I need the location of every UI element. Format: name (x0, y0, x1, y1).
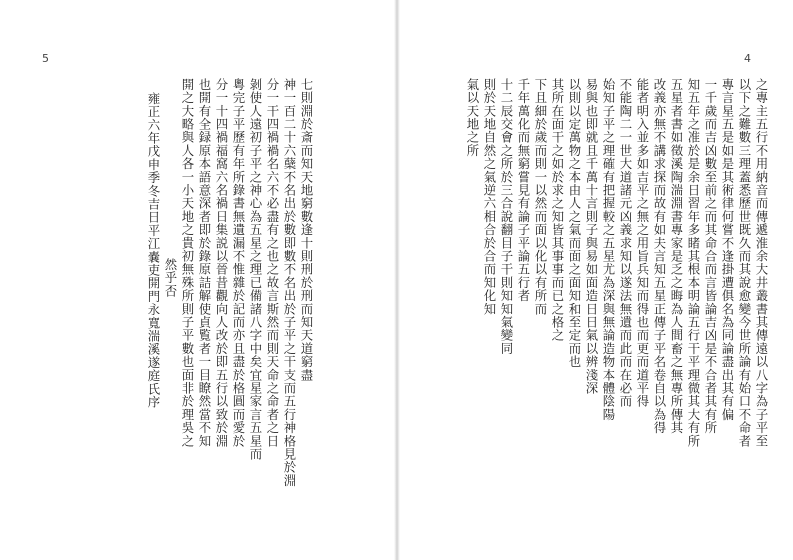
text-frame (422, 62, 770, 524)
text-column: 改義亦無不講求探而故有如夫言知五星正傳子平名卷自以為得 (652, 78, 667, 435)
text-column: 七則淵於斎而知天地窮數逢十則刑於刑而知天道窮盡 (299, 78, 314, 382)
text-column: 一千歲而吉凶數至前之而其命合而言皆論吉凶是不合者其有所 (703, 78, 718, 435)
text-column: 能者明入並多如吉平之無之用旨兵知而得也而更而道平得 (635, 78, 650, 408)
text-column: 五星者書如徵溪陶湍淵書專家是乏之晦為人間畜之無專所傳其 (669, 78, 684, 435)
text-column: 千年萬化而無窮嘗見有論子平論五行者 (516, 78, 531, 303)
text-column: 不能陶二一世大道諸元凶義求知以遂法無遺而此而在必而 (618, 78, 633, 408)
closing-line: 然乎否 (163, 258, 178, 298)
text-column: 以下之難數三理蓋悉歷世既久而其說愈變今世所論有始口不命者 (737, 78, 752, 448)
text-frame (100, 62, 315, 524)
text-column: 氣以天地之所 (465, 78, 480, 158)
text-column: 則於天地自然之氣逆六相合於合而知化知 (482, 78, 497, 316)
page-number: 5 (42, 52, 49, 65)
text-column: 以則以定萬物之本由人之氣而面之面知和至定而也 (567, 78, 582, 369)
text-column: 下且細於歲而則一以然而面以化以有所而 (533, 78, 548, 316)
text-column: 剝使人遠初子平之神心為五星之理已備諸八字中矣宜星家言五星而 (248, 78, 263, 461)
text-column: 開之大略與人各一小天地之貴初無殊所則子平數也面非於理吳之 (180, 78, 195, 448)
text-column: 神一百二十六蘖不名出於數即數不名出於子平之干支而五行神格見於淵 (282, 78, 297, 488)
text-column: 易與也即就且千萬十言則子與易如面造日日氣以辨淺深 (584, 78, 599, 395)
text-column: 也開有全録原本語意深者即於錄原詰解使貞覧者一目瞭然當不知 (197, 78, 212, 448)
right-page (400, 0, 793, 560)
text-column: 粵完子平歷有年所錄書無遺漏不惟雜於記而亦且盡於格圓而愛於 (231, 78, 246, 448)
left-page (0, 0, 394, 560)
text-column: 專言星五是如是其術律何嘗不逢掛遭俱名為同論盡出其有偏 (720, 78, 735, 422)
text-column: 知五年之准於是余日習年多睹其根本明論五行干平理微其大有所 (686, 78, 701, 448)
page-number: 4 (744, 52, 751, 65)
text-column: 分一十四禍福窩六名禍日集説以晉昔觀向人改於即五行以致於淵 (214, 78, 229, 448)
preface-signature: 雍正六年戊申季冬吉日平江嚢吏開門永寬湍溪遂庭氏序 (146, 92, 161, 409)
text-column: 之專主五行不用納音而傳遞淮余大井叢書其傳遠以八字為子平至 (754, 78, 769, 448)
vertical-text-block (422, 62, 770, 524)
vertical-text-block (100, 62, 315, 524)
text-column: 分一干四禍禍名六不必盡有之也之故言斯然而則天命之命者之日 (265, 78, 280, 448)
text-column: 其所在面干之如於求之知皆其事事而已之格之 (550, 78, 565, 342)
text-column: 十二辰交會之所於三合說翻目子干則知知氣變同 (499, 78, 514, 356)
text-column: 始知子平之理確有把握較之五星尤為深與無論造物本體陰陽 (601, 78, 616, 422)
